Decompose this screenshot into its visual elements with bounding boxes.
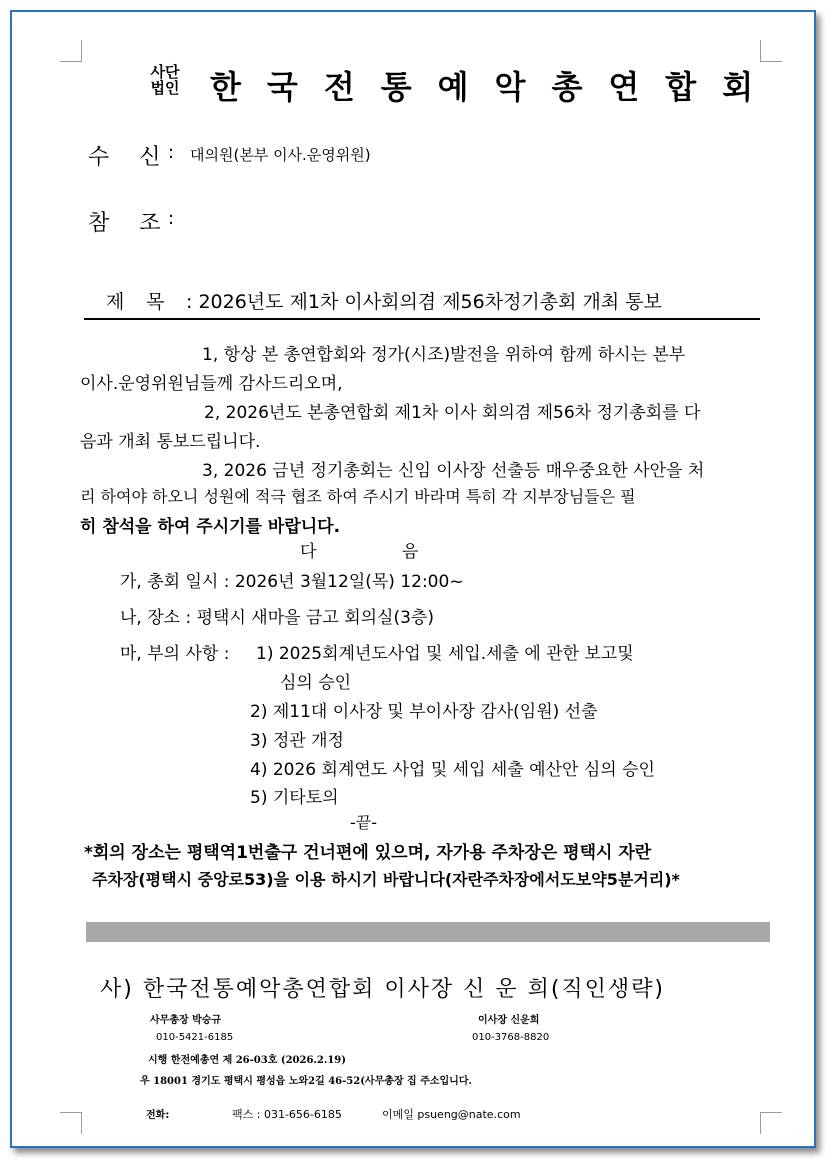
issuer-signature-line: 사) 한국전통예악총연합회 이사장 신 운 희(직인생략): [100, 977, 666, 1002]
subject-label-1: 제: [106, 291, 125, 313]
item-ma-agenda-1b: 심의 승인: [280, 673, 352, 693]
body-p2-line1: 2, 2026년도 본총연합회 제1차 이사 회의겸 제56차 정기총회를 다: [204, 403, 701, 423]
chair-title: 이사장 신운희: [478, 1015, 540, 1026]
reference-label-1: 참: [88, 211, 112, 236]
subject-line: [84, 287, 760, 320]
crop-mark-top-right: [760, 40, 782, 62]
reference-colon: :: [168, 208, 175, 229]
recipient-colon: :: [168, 142, 175, 163]
email-address: 이메일 psueng@nate.com: [382, 1108, 521, 1121]
item-ma-label: 마, 부의 사항 :: [120, 644, 230, 664]
end-mark: -끝-: [350, 813, 378, 832]
item-ga-datetime: 가, 총회 일시 : 2026년 3월12일(목) 12:00~: [120, 572, 464, 592]
reference-label: [88, 206, 163, 237]
secretary-title: 사무총장 박승규: [150, 1015, 222, 1026]
notice-line-1-text: *회의 장소는 평택역1번출구 건너편에 있으며, 자가용 주차장은 평택시 자란: [84, 843, 652, 863]
chair-phone: 010-3768-8820: [472, 1032, 550, 1043]
body-p1-line1: 1, 항상 본 총연합회와 정가(시조)발전을 위하여 함께 하시는 본부: [202, 345, 686, 365]
postal-address: 우 18001 경기도 평택시 평성읍 노와2길 46-52(사무총장 집 주소입니다.: [140, 1076, 472, 1087]
item-ma-agenda-4: 4) 2026 회계연도 사업 및 세입 세출 예산안 심의 승인: [250, 760, 655, 780]
org-title: 한국전통예악총연합회: [210, 68, 780, 106]
org-type-prefix: [150, 64, 180, 96]
divider-bar: [86, 922, 770, 942]
subject-label-2: 목: [146, 291, 165, 313]
item-ma-agenda-2: 2) 제11대 이사장 및 부이사장 감사(임원) 선출: [250, 702, 598, 722]
body-p1-line2: 이사.운영위원님들께 감사드리오며,: [80, 374, 343, 394]
fax-number: 팩스 : 031-656-6185: [232, 1108, 342, 1121]
notice-line-2: 주차장(평택시 중앙로53)을 이용 하시기 바랍니다(자란주차장에서도보약5분거리)*: [92, 870, 680, 889]
reference-label-2: 조: [139, 211, 163, 236]
body-p3-line1: 3, 2026 금년 정기총회는 신임 이사장 선출등 매우중요한 사안을 처: [202, 461, 705, 481]
item-ma-agenda-3: 3) 정관 개정: [250, 731, 344, 751]
recipient-label-1: 수: [88, 145, 112, 170]
org-prefix-line-1: 사단: [150, 63, 180, 81]
document-number: 시행 한전예총연 제 26-03호 (2026.2.19): [148, 1055, 346, 1066]
heading-eum: 음: [402, 542, 419, 562]
body-p3-line2: 리 하여야 하오니 성원에 적극 협조 하여 주시기 바라며 특히 각 지부장님들은 필: [80, 487, 636, 506]
secretary-phone: 010-5421-6185: [156, 1032, 234, 1043]
crop-mark-bottom-right: [760, 1112, 782, 1134]
body-p2-line2: 음과 개최 통보드립니다.: [80, 432, 261, 452]
org-prefix-line-2: 법인: [150, 79, 180, 97]
subject-text: : 2026년도 제1차 이사회의겸 제56차정기총회 개최 통보: [186, 291, 662, 313]
recipient-label: [88, 140, 163, 171]
heading-da: 다: [300, 542, 317, 562]
body-p3-line3: 히 참석을 하여 주시기를 바랍니다.: [80, 517, 341, 537]
recipient-value: 대의원(본부 이사.운영위원): [190, 146, 371, 164]
phone-label: 전화:: [146, 1110, 170, 1121]
item-ma-agenda-1a: 1) 2025회계년도사업 및 세입.세출 에 관한 보고및: [256, 644, 634, 664]
item-na-venue: 나, 장소 : 평택시 새마을 금고 회의실(3층): [120, 608, 434, 628]
item-ma-agenda-5: 5) 기타토의: [250, 788, 339, 808]
crop-mark-bottom-left: [60, 1112, 82, 1134]
crop-mark-top-left: [60, 40, 82, 62]
recipient-label-2: 신: [139, 145, 163, 170]
notice-line-1: [84, 838, 772, 863]
